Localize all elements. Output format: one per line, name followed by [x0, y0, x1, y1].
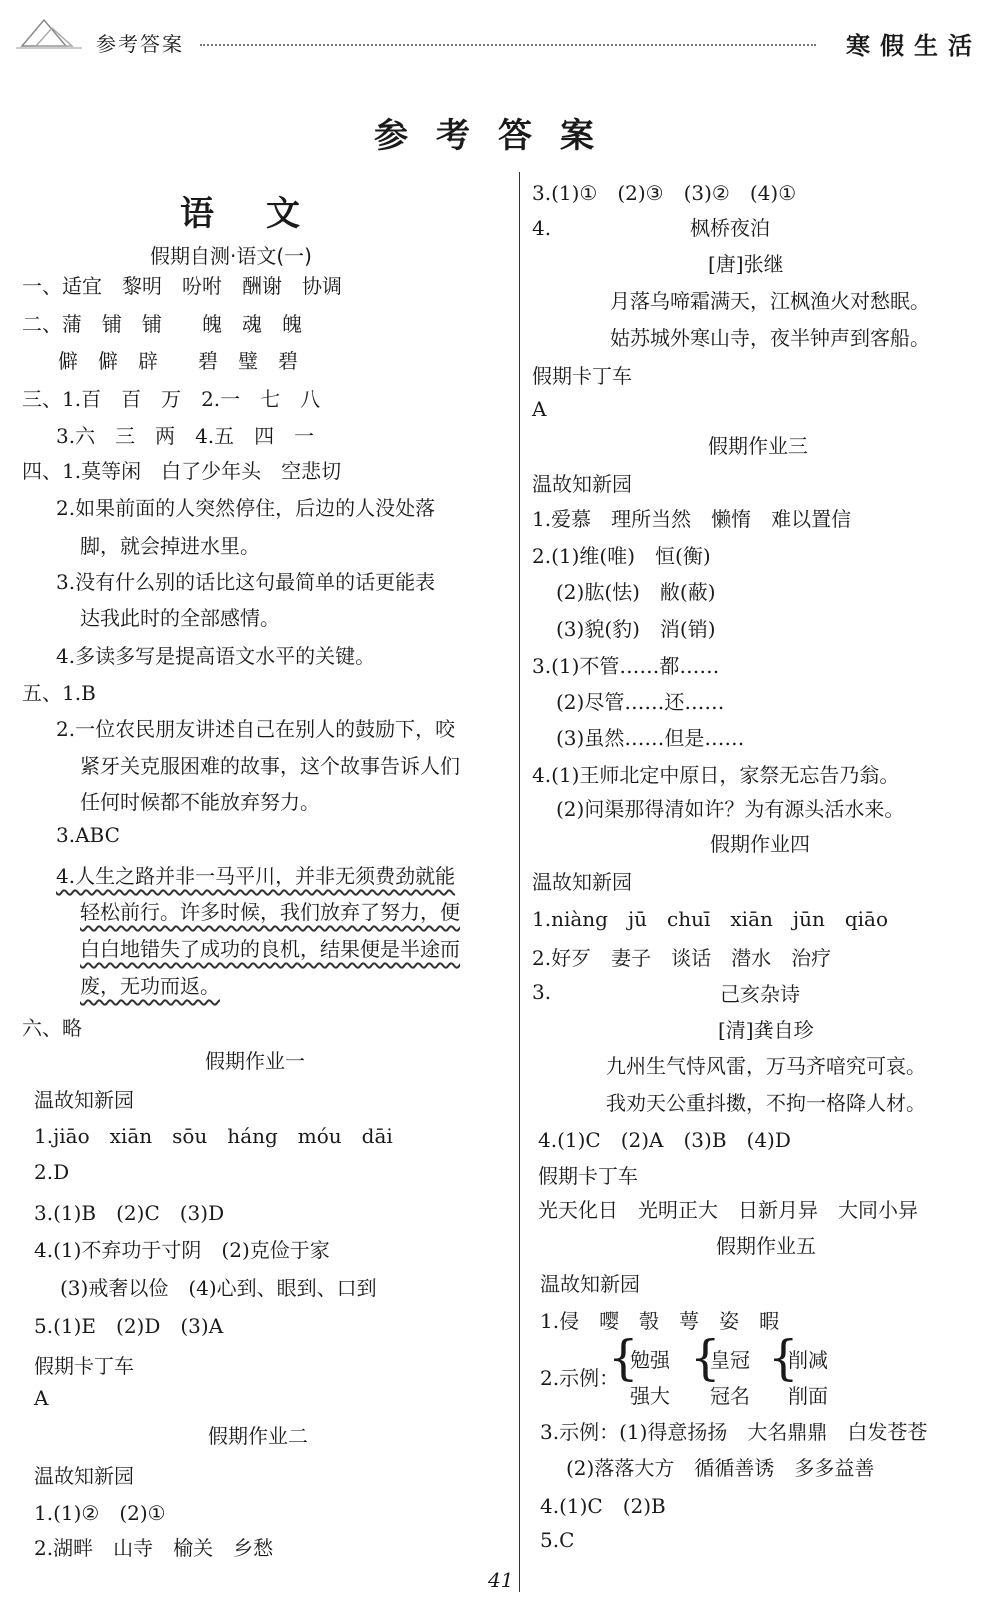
answer-line: 3.ABC	[56, 823, 120, 847]
answer-line: 僻 僻 辟 碧 璧 碧	[38, 349, 298, 373]
answer-line-underlined: 白白地错失了成功的良机，结果便是半途而	[80, 937, 460, 961]
answer-line: 五、1.B	[22, 681, 96, 705]
answer-line: 3.六 三 两 4.五 四 一	[56, 424, 315, 448]
section-subtitle: 温故知新园	[532, 472, 632, 496]
section-subtitle: 假期卡丁车	[538, 1164, 638, 1188]
answer-line: 3.(1)B (2)C (3)D	[34, 1201, 225, 1225]
header-right-title: 寒假生活	[846, 32, 982, 60]
answer-line: 任何时候都不能放弃努力。	[80, 790, 320, 814]
answer-line: 三、1.百 百 万 2.一 七 八	[22, 387, 321, 411]
answer-line: (2)落落大方 循循善诱 多多益善	[566, 1456, 875, 1480]
group-word: 勉强	[630, 1348, 670, 1372]
answer-line: 1.niàng jū chuī xiān jūn qiāo	[532, 907, 889, 931]
word-group	[608, 1330, 978, 1424]
group-word: 冠名	[710, 1384, 750, 1408]
answer-line: A	[34, 1386, 49, 1410]
answer-line: 光天化日 光明正大 日新月异 大同小异	[538, 1198, 918, 1222]
answer-line: 2.如果前面的人突然停住，后边的人没处落	[56, 496, 436, 520]
column-divider	[519, 172, 520, 1592]
group-word: 强大	[630, 1384, 670, 1408]
poem-line: 九州生气恃风雷，万马齐喑究可哀。	[606, 1054, 926, 1078]
answer-line: 3.(1)不管……都……	[532, 654, 720, 678]
answer-line: 3.(1)① (2)③ (3)② (4)①	[532, 181, 797, 205]
answer-line: 达我此时的全部感情。	[80, 606, 280, 630]
brace-icon: {	[608, 1330, 639, 1386]
answer-line: 2.D	[34, 1160, 70, 1184]
poem-title: 枫桥夜泊	[690, 216, 770, 240]
answer-line: 1.jiāo xiān sōu háng móu dāi	[34, 1124, 393, 1148]
answer-line: 二、蒲 铺 铺 魄 魂 魄	[22, 312, 302, 336]
answer-line: A	[532, 397, 547, 421]
answer-line: 3.示例：(1)得意扬扬 大名鼎鼎 白发苍苍	[540, 1420, 928, 1444]
answer-line: 4.	[532, 216, 552, 240]
header-left-title: 参考答案	[96, 32, 184, 56]
section-title: 假期作业一	[205, 1049, 305, 1073]
answer-line: 4.(1)C (2)A (3)B (4)D	[538, 1128, 791, 1152]
answer-line: 2.一位农民朋友讲述自己在别人的鼓励下，咬	[56, 717, 456, 741]
answer-line: 5.(1)E (2)D (3)A	[34, 1314, 224, 1338]
answer-line: 4.(1)不弃功于寸阴 (2)克俭于家	[34, 1238, 330, 1262]
answer-line: (2)肱(怯) 敝(蔽)	[556, 580, 716, 604]
answer-line: 2.示例：	[540, 1366, 620, 1390]
poem-line: 姑苏城外寒山寺，夜半钟声到客船。	[610, 326, 930, 350]
group-word: 削面	[788, 1384, 828, 1408]
subject-heading: 语文	[180, 194, 352, 234]
answer-line-underlined: 4.人生之路并非一马平川，并非无须费劲就能	[56, 864, 456, 888]
answer-line: 2.(1)维(唯) 恒(衡)	[532, 544, 711, 568]
answer-line: 1.(1)② (2)①	[34, 1501, 166, 1525]
section-title: 假期作业三	[708, 434, 808, 458]
section-title: 假期作业五	[716, 1234, 816, 1258]
answer-line: (2)尽管……还……	[556, 690, 725, 714]
answer-line: 紧牙关克服困难的故事，这个故事告诉人们	[80, 754, 460, 778]
section-title: 假期作业二	[208, 1424, 308, 1448]
section-title: 假期自测·语文(一)	[150, 244, 312, 268]
brace-icon: {	[690, 1330, 721, 1386]
answer-line: (2)问渠那得清如许？为有源头活水来。	[556, 797, 905, 821]
answer-line: 脚，就会掉进水里。	[80, 534, 260, 558]
answer-line: 3.	[532, 980, 552, 1004]
brace-icon: {	[768, 1330, 799, 1386]
section-subtitle: 假期卡丁车	[532, 364, 632, 388]
answer-line: (3)戒奢以俭 (4)心到、眼到、口到	[60, 1276, 377, 1300]
poem-author: [唐]张继	[708, 252, 784, 276]
answer-line-underlined: 轻松前行。许多时候，我们放弃了努力，便	[80, 900, 460, 924]
poem-line: 月落乌啼霜满天，江枫渔火对愁眠。	[610, 289, 930, 313]
poem-title: 己亥杂诗	[720, 982, 800, 1006]
answer-line: 1.爱慕 理所当然 懒惰 难以置信	[532, 507, 852, 531]
header-logo-icon	[14, 12, 84, 52]
answer-line-underlined: 废，无功而返。	[80, 974, 220, 998]
group-word: 皇冠	[710, 1348, 750, 1372]
answer-line: 4.多读多写是提高语文水平的关键。	[56, 644, 376, 668]
section-subtitle: 温故知新园	[34, 1464, 134, 1488]
poem-line: 我劝天公重抖擞，不拘一格降人材。	[606, 1091, 926, 1115]
answer-line: 4.(1)C (2)B	[540, 1494, 666, 1518]
section-subtitle: 温故知新园	[532, 870, 632, 894]
answer-line: 一、适宜 黎明 吩咐 酬谢 协调	[22, 274, 342, 298]
answer-line: 3.没有什么别的话比这句最简单的话更能表	[56, 570, 436, 594]
header-divider	[200, 44, 816, 46]
section-subtitle: 温故知新园	[34, 1088, 134, 1112]
section-title: 假期作业四	[710, 832, 810, 856]
poem-author: [清]龚自珍	[718, 1018, 814, 1042]
answer-line: 1.侵 嘤 彀 萼 姿 暇	[540, 1309, 780, 1333]
page-title: 参考答案	[374, 116, 622, 156]
answer-line: 四、1.莫等闲 白了少年头 空悲切	[22, 459, 342, 483]
group-word: 削减	[788, 1348, 828, 1372]
answer-line: (3)貌(豹) 消(销)	[556, 617, 716, 641]
section-subtitle: 温故知新园	[540, 1272, 640, 1296]
answer-line: (3)虽然……但是……	[556, 726, 745, 750]
page-number: 41	[488, 1568, 514, 1592]
section-subtitle: 假期卡丁车	[34, 1354, 134, 1378]
answer-line: 5.C	[540, 1528, 575, 1552]
answer-line: 4.(1)王师北定中原日，家祭无忘告乃翁。	[532, 763, 900, 787]
answer-line: 2.湖畔 山寺 榆关 乡愁	[34, 1536, 274, 1560]
answer-line: 六、略	[22, 1016, 82, 1040]
answer-line: 2.好歹 妻子 谈话 潜水 治疗	[532, 946, 832, 970]
